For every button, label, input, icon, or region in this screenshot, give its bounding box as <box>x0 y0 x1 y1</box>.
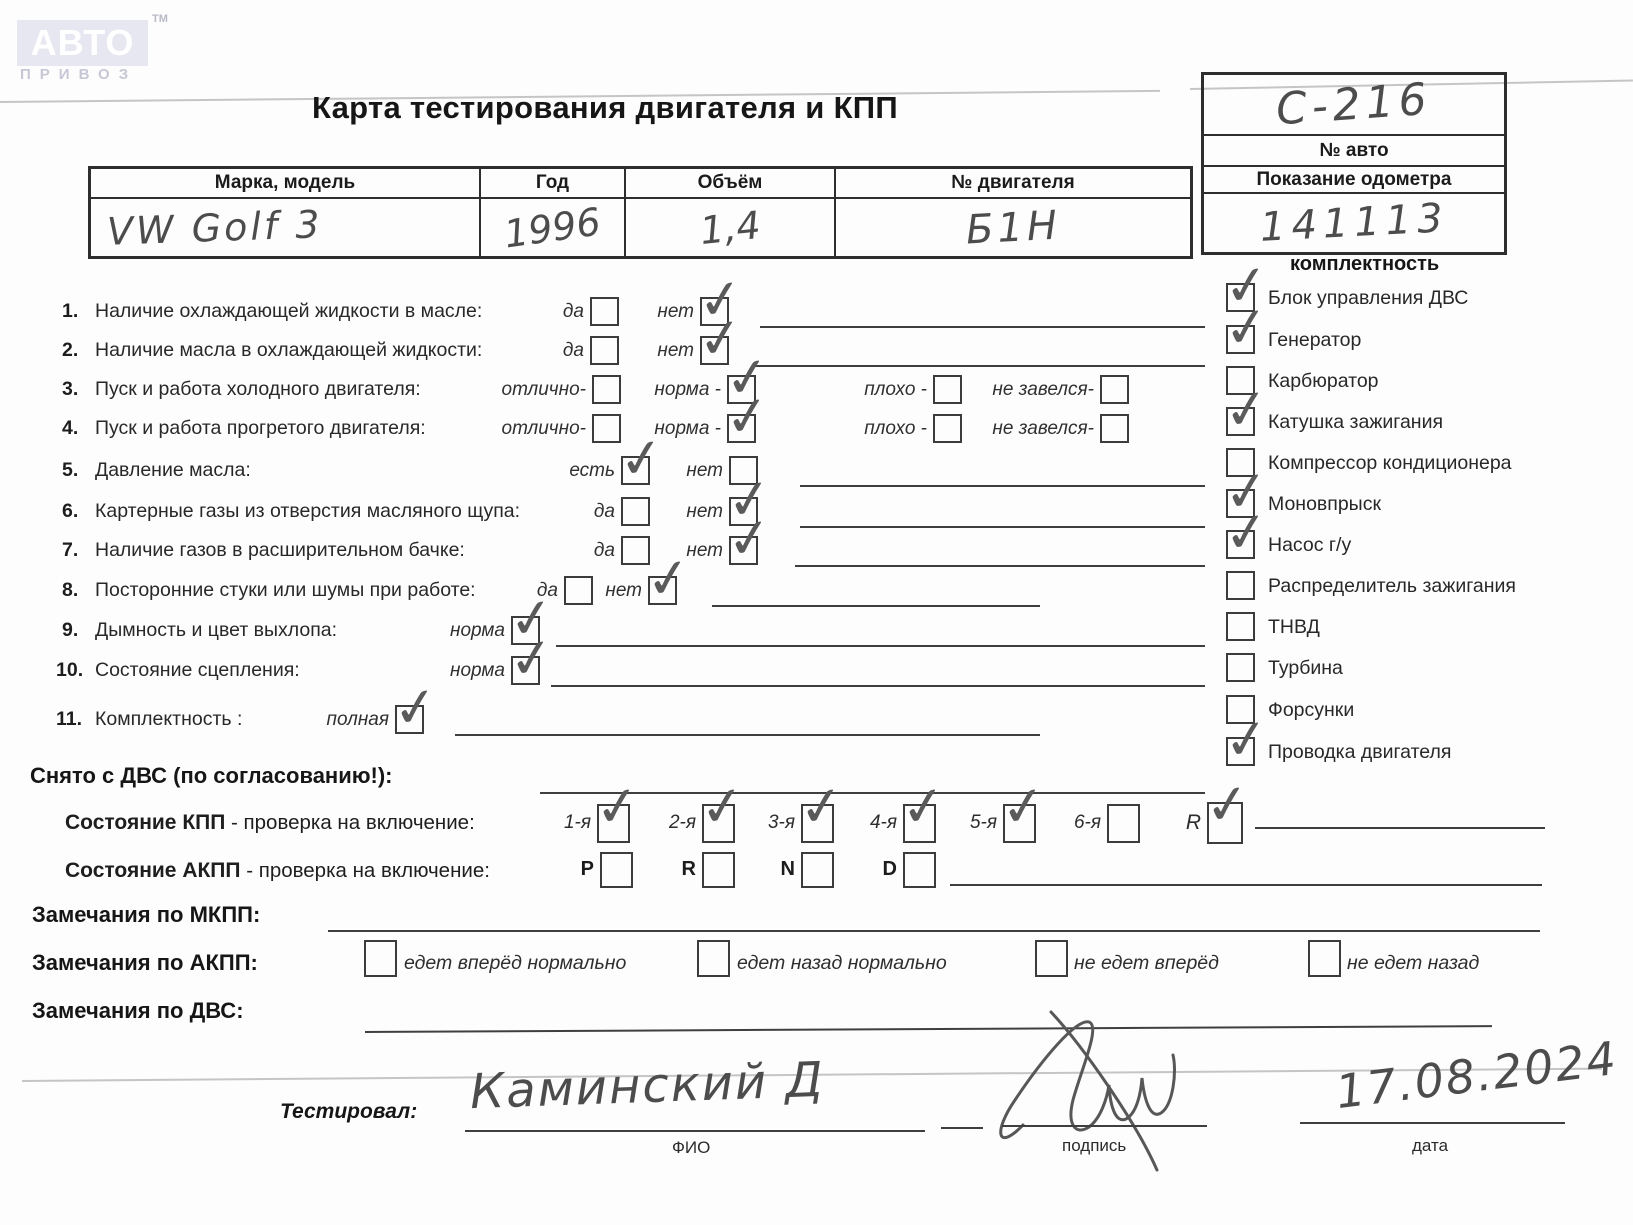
checkbox-no-drive-backward[interactable] <box>1308 940 1341 977</box>
item-number: 11. <box>56 708 83 730</box>
item-label: Наличие газов в расширительном бачке: <box>95 539 465 561</box>
removed-from-engine-label: Снято с ДВС (по согласованию!): <box>30 763 393 788</box>
checkbox-no[interactable] <box>648 576 677 605</box>
option-label: норма <box>450 660 505 681</box>
item-label: Комплектность : <box>95 708 243 730</box>
logo-tm-mark: ТМ <box>152 13 168 25</box>
completeness-item-label: Форсунки <box>1268 699 1355 721</box>
checkbox-no-start[interactable] <box>1100 375 1129 404</box>
checkbox-no-drive-forward[interactable] <box>1035 940 1068 977</box>
option-label: не завелся- <box>992 418 1094 439</box>
write-in-line <box>556 645 1205 647</box>
checkbox-gear-4[interactable] <box>903 804 936 843</box>
write-in-line <box>800 526 1205 528</box>
option-label: норма - <box>654 418 721 439</box>
remark-option-label: не едет вперёд <box>1074 952 1219 974</box>
write-in-line <box>795 565 1205 567</box>
logo-avto <box>17 20 148 66</box>
option-label: плохо - <box>864 418 927 439</box>
checkbox-no-start[interactable] <box>1100 414 1129 443</box>
gear-label: 1-я <box>563 812 591 833</box>
auto-gearbox-state-bold: Состояние АКПП <box>65 859 241 882</box>
write-in-line <box>328 930 1540 932</box>
selector-label-r: R <box>681 858 696 880</box>
checkbox-no[interactable] <box>729 536 758 565</box>
auto-gearbox-state-label <box>65 859 490 883</box>
column-header: Марка, модель <box>91 169 481 199</box>
checkbox-gear-r[interactable] <box>1207 802 1243 844</box>
completeness-item-label: Моновпрыск <box>1268 493 1381 515</box>
volume-handwritten: 1,4 <box>697 202 763 253</box>
item-number: 7. <box>62 539 79 561</box>
option-label: да <box>593 501 615 522</box>
signature-line <box>1002 1125 1207 1127</box>
item-label: Наличие масла в охлаждающей жидкости: <box>95 339 483 361</box>
option-label: да <box>593 540 615 561</box>
item-number: 1. <box>62 300 79 322</box>
date-caption: дата <box>1412 1136 1449 1155</box>
checkbox-generator[interactable] <box>1226 325 1255 354</box>
fio-line <box>465 1130 925 1132</box>
checkbox-selector-d[interactable] <box>903 852 936 888</box>
fio-caption: ФИО <box>672 1138 711 1157</box>
selector-label-d: D <box>882 858 897 880</box>
remark-option-label: не едет назад <box>1347 952 1480 974</box>
gear-label: 3-я <box>767 812 795 833</box>
item-label: Дымность и цвет выхлопа: <box>95 619 338 641</box>
write-in-line <box>551 685 1205 687</box>
item-label: Наличие охлаждающей жидкости в масле: <box>95 300 483 322</box>
option-label: норма - <box>654 379 721 400</box>
remarks-dvs-label: Замечания по ДВС: <box>32 998 244 1023</box>
completeness-item-label: Катушка зажигания <box>1268 411 1444 433</box>
selector-label-n: N <box>780 858 795 880</box>
option-label: нет <box>686 540 723 561</box>
item-number: 8. <box>62 579 79 601</box>
write-in-line <box>540 792 1205 794</box>
option-label: нет <box>605 580 642 601</box>
write-in-line <box>1255 827 1545 829</box>
item-number: 9. <box>62 619 79 641</box>
completeness-item-label: Компрессор кондиционера <box>1268 452 1512 474</box>
checkbox-gear-6[interactable] <box>1107 804 1140 843</box>
checkbox-ignition-coil[interactable] <box>1226 407 1255 436</box>
selector-label-p: P <box>580 858 594 880</box>
gear-label: 4-я <box>869 812 897 833</box>
checkbox-power-steering-pump[interactable] <box>1226 530 1255 559</box>
checkbox-selector-r[interactable] <box>702 852 735 888</box>
item-number: 4. <box>62 417 79 439</box>
completeness-item-label: ТНВД <box>1268 616 1320 638</box>
checkbox-gear-1[interactable] <box>597 804 630 843</box>
item-label: Давление масла: <box>95 459 251 481</box>
tester-name-handwritten: Каминский Д <box>469 1051 826 1121</box>
checkbox-turbine[interactable] <box>1226 653 1255 682</box>
option-label: нет <box>657 340 694 361</box>
gearbox-state-bold: Состояние КПП <box>65 811 226 834</box>
completeness-item-label: Распределитель зажигания <box>1268 575 1516 597</box>
vehicle-number-box <box>1201 72 1507 255</box>
option-label: отлично- <box>501 418 586 439</box>
option-label: плохо - <box>864 379 927 400</box>
remarks-akpp-label: Замечания по АКПП: <box>32 950 258 975</box>
logo-brand-text: АВТО <box>30 22 135 63</box>
checkbox-gear-5[interactable] <box>1003 804 1036 843</box>
fio-line-dash <box>941 1127 983 1129</box>
write-in-line <box>950 884 1542 886</box>
item-number: 5. <box>62 459 79 481</box>
checkbox-drives-forward-ok[interactable] <box>364 940 397 977</box>
write-in-line <box>712 605 1040 607</box>
write-in-line <box>365 1025 1492 1033</box>
vehicle-info-table <box>88 166 1193 259</box>
checkbox-norm[interactable] <box>727 414 756 443</box>
item-number: 6. <box>62 500 79 522</box>
car-code-handwritten: С-216 <box>1274 73 1434 136</box>
option-label: нет <box>657 301 694 322</box>
option-label: отлично- <box>501 379 586 400</box>
checkbox-gear-3[interactable] <box>801 804 834 843</box>
completeness-item-label: Турбина <box>1268 657 1343 679</box>
option-label: есть <box>569 460 615 481</box>
option-label: да <box>562 301 584 322</box>
column-header: № двигателя <box>836 169 1190 199</box>
completeness-item-label: Генератор <box>1268 329 1362 351</box>
item-label: Посторонние стуки или шумы при работе: <box>95 579 476 601</box>
remarks-mkpp-label: Замечания по МКПП: <box>32 902 261 927</box>
option-label: нет <box>686 501 723 522</box>
option-label: норма <box>450 620 505 641</box>
item-label: Пуск и работа прогретого двигателя: <box>95 417 426 439</box>
engine-number-handwritten: Б1Н <box>964 202 1062 253</box>
completeness-item-label: Карбюратор <box>1268 370 1379 392</box>
checkbox-norm[interactable] <box>511 656 540 685</box>
gear-label-reverse: R <box>1185 811 1201 834</box>
column-header: Год <box>481 169 626 199</box>
gear-label: 2-я <box>668 812 696 833</box>
date-handwritten: 17.08.2024 <box>1332 1030 1621 1120</box>
write-in-line <box>760 326 1205 328</box>
write-in-line <box>800 485 1205 487</box>
write-in-line <box>755 365 1205 367</box>
gear-label: 5-я <box>969 812 997 833</box>
write-in-line <box>455 734 1040 736</box>
gearbox-state-rest: - проверка на включение: <box>225 811 475 834</box>
option-label: не завелся- <box>992 379 1094 400</box>
column-header: Объём <box>626 169 836 199</box>
auto-number-label: № авто <box>1319 139 1389 161</box>
logo-subtitle: ПРИВОЗ <box>20 66 138 83</box>
checkbox-injection-pump[interactable] <box>1226 612 1255 641</box>
checkbox-selector-p[interactable] <box>600 852 633 888</box>
option-label: нет <box>686 460 723 481</box>
page-title: Карта тестирования двигателя и КПП <box>312 90 898 125</box>
checkbox-distributor[interactable] <box>1226 571 1255 600</box>
odometer-label: Показание одометра <box>1256 168 1452 190</box>
checkbox-engine-wiring[interactable] <box>1226 737 1255 766</box>
item-number: 2. <box>62 339 79 361</box>
checkbox-drives-backward-ok[interactable] <box>697 940 730 977</box>
remark-option-label: едет назад нормально <box>737 952 947 974</box>
date-line <box>1300 1122 1565 1124</box>
option-label: полная <box>326 709 389 730</box>
odometer-value-handwritten: 141113 <box>1258 195 1450 251</box>
tested-by-label: Тестировал: <box>280 1100 418 1123</box>
make-model-handwritten: VW Golf 3 <box>106 201 324 254</box>
signature-caption: подпись <box>1062 1136 1127 1155</box>
checkbox-gear-2[interactable] <box>702 804 735 843</box>
option-label: да <box>562 340 584 361</box>
option-label: да <box>536 580 558 601</box>
completeness-item-label: Проводка двигателя <box>1268 741 1452 763</box>
auto-gearbox-state-rest: - проверка на включение: <box>240 859 490 882</box>
item-label: Состояние сцепления: <box>95 659 300 681</box>
completeness-header: комплектность <box>1290 253 1440 275</box>
item-number: 10. <box>56 659 84 681</box>
item-number: 3. <box>62 378 79 400</box>
checkbox-complete[interactable] <box>395 705 424 734</box>
year-handwritten: 1996 <box>501 198 604 257</box>
completeness-item-label: Блок управления ДВС <box>1268 287 1469 309</box>
remark-option-label: едет вперёд нормально <box>404 952 627 974</box>
completeness-item-label: Насос г/у <box>1268 534 1352 556</box>
checkbox-selector-n[interactable] <box>801 852 834 888</box>
item-label: Пуск и работа холодного двигателя: <box>95 378 421 400</box>
gearbox-state-label <box>65 811 475 835</box>
item-label: Картерные газы из отверстия масляного щупа: <box>95 500 521 522</box>
gear-label: 6-я <box>1073 812 1101 833</box>
